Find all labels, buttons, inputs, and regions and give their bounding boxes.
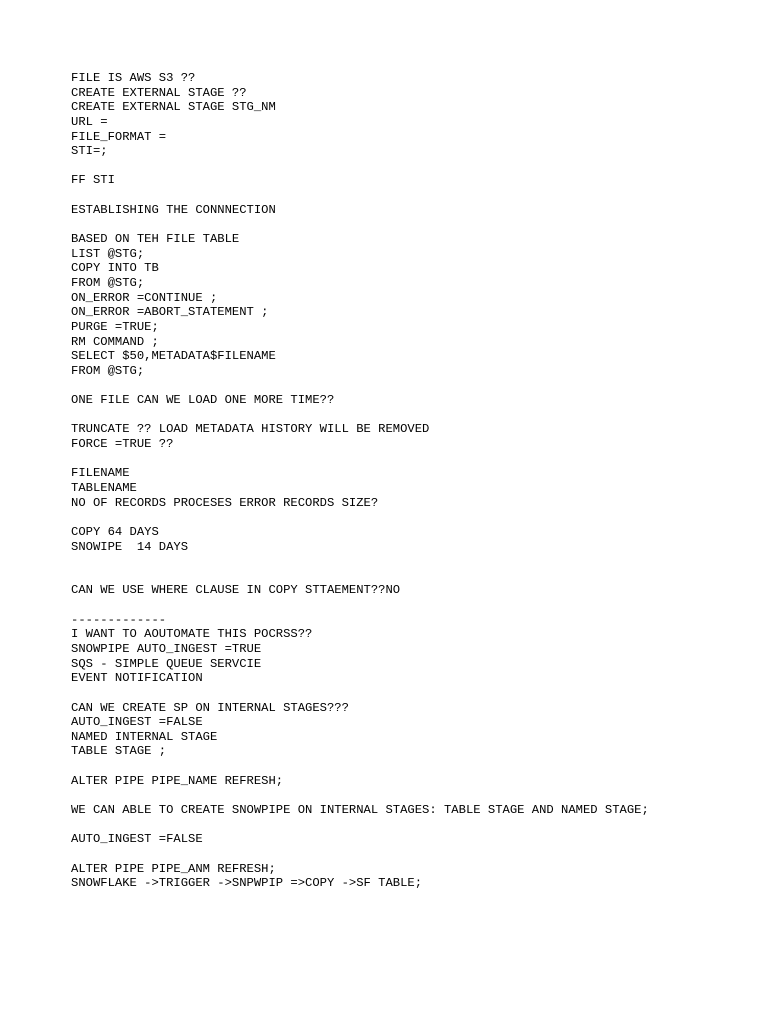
- text-line: FILE IS AWS S3 ??: [71, 71, 196, 85]
- text-line: ESTABLISHING THE CONNNECTION: [71, 202, 276, 217]
- text-line: STI=;: [71, 144, 108, 159]
- text-line: AUTO_INGEST =FALSE: [71, 715, 203, 730]
- text-line: -------------: [71, 612, 167, 627]
- text-line: ALTER PIPE PIPE_ANM REFRESH;: [71, 861, 276, 876]
- text-line: LIST @STG;: [71, 246, 145, 261]
- blank-line: [71, 818, 649, 833]
- text-line: ON_ERROR =CONTINUE ;: [71, 290, 218, 305]
- text-line: SNOWIPE 14 DAYS: [71, 539, 189, 554]
- text-line: PURGE =TRUE;: [71, 319, 159, 334]
- text-line: TABLE STAGE ;: [71, 744, 167, 759]
- blank-line: [71, 759, 649, 774]
- text-line: AUTO_INGEST =FALSE: [71, 832, 203, 847]
- blank-line: [71, 788, 649, 803]
- text-line: CREATE EXTERNAL STAGE ??: [71, 85, 247, 100]
- text-line: SELECT $50,METADATA$FILENAME: [71, 349, 276, 364]
- text-line: SNOWPIPE AUTO_INGEST =TRUE: [71, 641, 262, 656]
- text-line: FROM @STG;: [71, 363, 145, 378]
- text-line: I WANT TO AOUTOMATE THIS POCRSS??: [71, 627, 313, 642]
- text-line: TABLENAME: [71, 480, 137, 495]
- document-text: [71, 71, 649, 891]
- text-line: FILE_FORMAT =: [71, 129, 167, 144]
- text-line: BASED ON TEH FILE TABLE: [71, 232, 240, 247]
- text-line: RM COMMAND ;: [71, 334, 159, 349]
- blank-line: [71, 569, 649, 584]
- text-line: CAN WE USE WHERE CLAUSE IN COPY STTAEMENT??NO: [71, 583, 401, 598]
- text-line: CREATE EXTERNAL STAGE STG_NM: [71, 100, 276, 115]
- text-line: NAMED INTERNAL STAGE: [71, 729, 218, 744]
- blank-line: [71, 217, 649, 232]
- text-line: URL =: [71, 114, 108, 129]
- blank-line: [71, 554, 649, 569]
- text-line: COPY 64 DAYS: [71, 524, 159, 539]
- text-line: COPY INTO TB: [71, 261, 159, 276]
- text-line: ALTER PIPE PIPE_NAME REFRESH;: [71, 773, 284, 788]
- text-line: SNOWFLAKE ->TRIGGER ->SNPWPIP =>COPY ->SF TABLE;: [71, 876, 423, 891]
- blank-line: [71, 452, 649, 467]
- text-line: FILENAME: [71, 466, 130, 481]
- text-line: CAN WE CREATE SP ON INTERNAL STAGES???: [71, 700, 349, 715]
- blank-line: [71, 510, 649, 525]
- text-line: ONE FILE CAN WE LOAD ONE MORE TIME??: [71, 393, 335, 408]
- text-line: FORCE =TRUE ??: [71, 437, 174, 452]
- text-line: ON_ERROR =ABORT_STATEMENT ;: [71, 305, 269, 320]
- blank-line: [71, 408, 649, 423]
- blank-line: [71, 378, 649, 393]
- text-line: WE CAN ABLE TO CREATE SNOWPIPE ON INTERNAL STAGES: TABLE STAGE AND NAMED STAGE;: [71, 803, 649, 818]
- text-line: EVENT NOTIFICATION: [71, 671, 203, 686]
- text-line: SQS - SIMPLE QUEUE SERVCIE: [71, 656, 262, 671]
- text-line: FF STI: [71, 173, 115, 188]
- blank-line: [71, 159, 649, 174]
- text-line: TRUNCATE ?? LOAD METADATA HISTORY WILL BE REMOVED: [71, 422, 430, 437]
- blank-line: [71, 686, 649, 701]
- text-line: NO OF RECORDS PROCESES ERROR RECORDS SIZE?: [71, 495, 379, 510]
- text-line: FROM @STG;: [71, 275, 145, 290]
- blank-line: [71, 847, 649, 862]
- blank-line: [71, 598, 649, 613]
- blank-line: [71, 188, 649, 203]
